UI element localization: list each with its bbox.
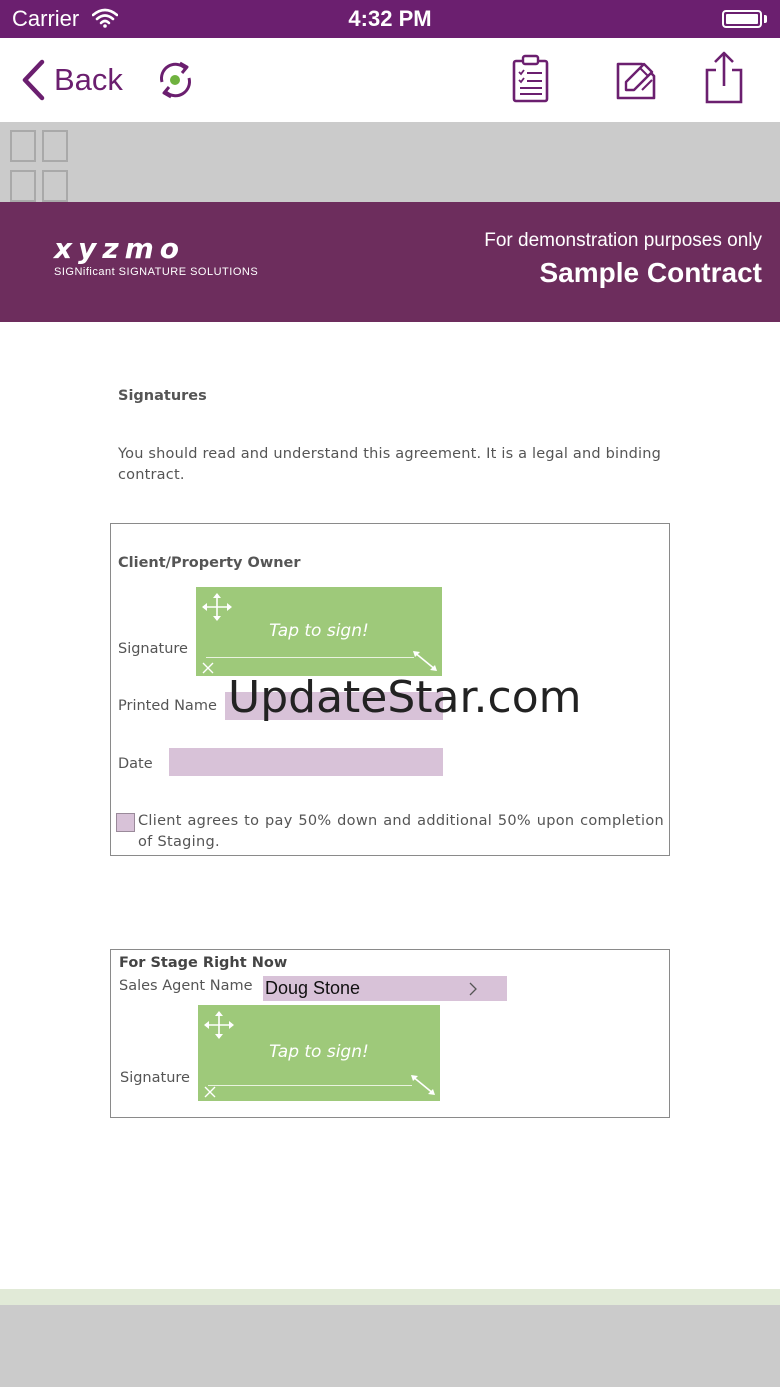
- date-field[interactable]: [169, 748, 443, 776]
- bottom-panel: [0, 1305, 780, 1387]
- back-button[interactable]: [20, 58, 123, 102]
- client-box-heading: Client/Property Owner: [118, 555, 301, 571]
- page-footer-strip: [0, 1289, 780, 1305]
- battery-icon: [722, 10, 762, 28]
- sales-agent-label: Sales Agent Name: [119, 978, 253, 994]
- close-icon: [204, 1086, 216, 1098]
- stage-box-heading: For Stage Right Now: [119, 955, 288, 971]
- sync-icon[interactable]: [152, 52, 198, 113]
- chevron-left-icon: [20, 59, 46, 101]
- page-grid-icon[interactable]: [10, 130, 70, 202]
- watermark: UpdateStar.com: [228, 672, 582, 723]
- back-label: Back: [54, 62, 123, 97]
- resize-icon: [410, 1074, 436, 1096]
- document-title: Sample Contract: [539, 257, 762, 288]
- chevron-right-icon: [468, 981, 478, 997]
- share-icon[interactable]: [704, 50, 744, 111]
- demo-notice: For demonstration purposes only: [484, 230, 762, 251]
- tap-to-sign-label: Tap to sign!: [269, 621, 369, 641]
- payment-terms-text: Client agrees to pay 50% down and additional 50% upon completion of Staging.: [138, 813, 664, 850]
- client-signature-label: Signature: [118, 641, 188, 657]
- sales-agent-value: Doug Stone: [265, 978, 361, 998]
- move-icon: [200, 591, 234, 623]
- client-signature-field[interactable]: [196, 587, 442, 676]
- intro-text: You should read and understand this agreement. It is a legal and binding contract.: [118, 446, 662, 483]
- date-label: Date: [118, 756, 153, 772]
- stage-signature-box: [110, 949, 670, 1118]
- edit-document-icon[interactable]: [612, 56, 660, 109]
- document-banner: [0, 202, 780, 322]
- clock: 4:32 PM: [348, 6, 432, 31]
- brand-logo: xyzmo: [54, 232, 186, 265]
- sales-agent-select[interactable]: [263, 976, 507, 1001]
- payment-terms-checkbox[interactable]: [116, 813, 135, 832]
- move-icon: [202, 1009, 236, 1041]
- close-icon: [202, 662, 214, 674]
- page-thumbnail-strip: [0, 122, 780, 202]
- clipboard-checklist-icon[interactable]: [510, 54, 552, 109]
- battery-tip: [764, 15, 767, 23]
- printed-name-label: Printed Name: [118, 698, 217, 714]
- stage-signature-field[interactable]: [198, 1005, 440, 1101]
- resize-icon: [412, 650, 438, 672]
- status-bar: [0, 0, 780, 38]
- section-heading: Signatures: [118, 388, 207, 404]
- stage-signature-label: Signature: [120, 1070, 190, 1086]
- tap-to-sign-label: Tap to sign!: [269, 1042, 369, 1062]
- carrier-label: Carrier: [12, 6, 80, 31]
- navigation-bar: [0, 38, 780, 123]
- brand-tagline: SIGNificant SIGNATURE SOLUTIONS: [54, 266, 259, 278]
